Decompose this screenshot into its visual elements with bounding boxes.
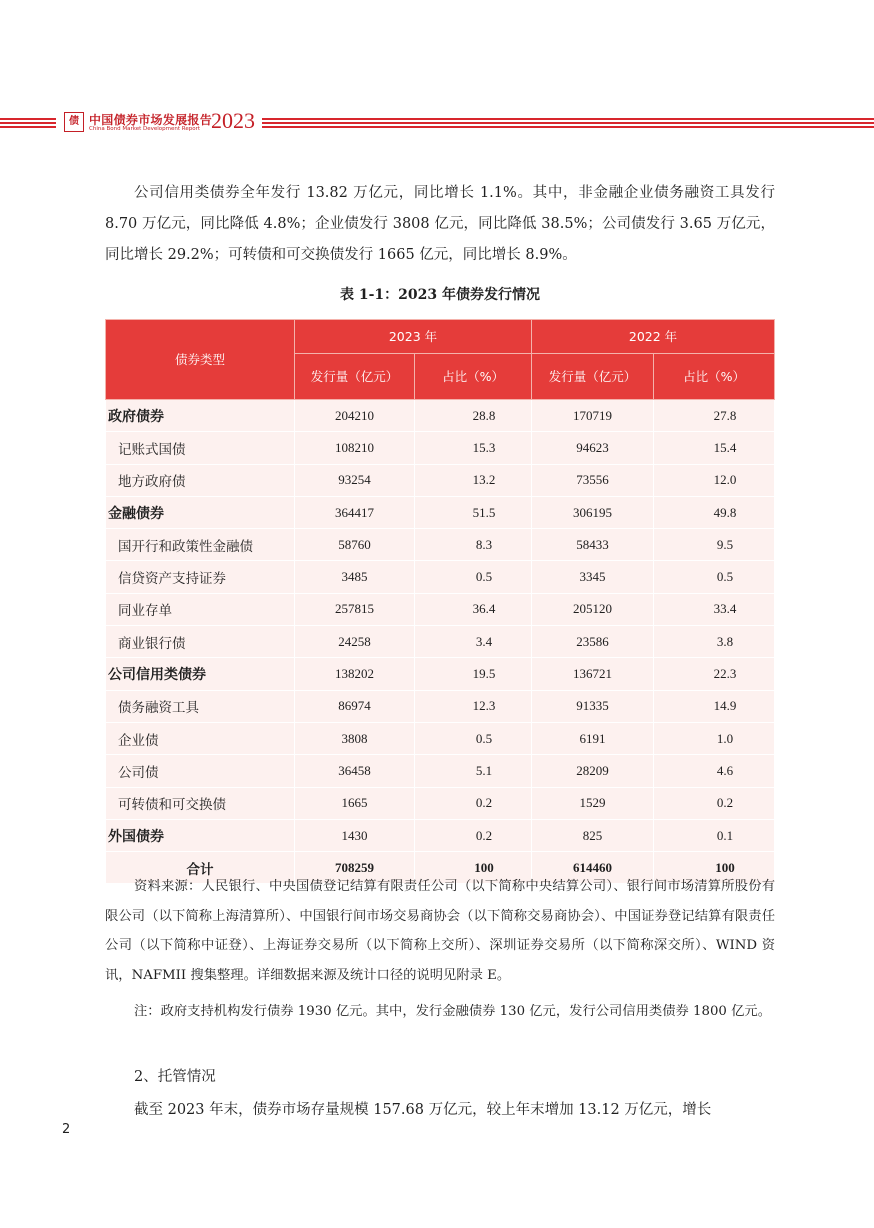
cell-share-2022: 22.3 [654, 658, 775, 690]
cell-amount-2023: 1665 [295, 787, 415, 819]
cell-share-2023: 0.2 [415, 787, 532, 819]
cell-amount-2023: 86974 [295, 690, 415, 722]
row-name: 政府债券 [106, 400, 295, 432]
row-name: 公司信用类债券 [106, 658, 295, 690]
row-name: 企业债 [106, 722, 295, 754]
col-header-share-2022: 占比（%） [654, 354, 775, 400]
table-header-row [106, 320, 775, 354]
cell-share-2023: 28.8 [415, 400, 532, 432]
cell-amount-2023: 36458 [295, 755, 415, 787]
cell-share-2023: 3.4 [415, 626, 532, 658]
cell-share-2022: 100 [654, 852, 775, 884]
cell-amount-2023: 93254 [295, 464, 415, 496]
cell-amount-2022: 1529 [532, 787, 654, 819]
col-header-year-2022: 2022 年 [532, 320, 775, 354]
cell-amount-2022: 94623 [532, 432, 654, 464]
row-name: 外国债券 [106, 819, 295, 851]
cell-amount-2022: 6191 [532, 722, 654, 754]
row-name: 同业存单 [106, 593, 295, 625]
cell-share-2023: 0.5 [415, 561, 532, 593]
cell-amount-2022: 136721 [532, 658, 654, 690]
source-note: 资料来源：人民银行、中央国债登记结算有限责任公司（以下简称中央结算公司）、银行间市场清算所股份有限公司（以下简称上海清算所）、中国银行间市场交易商协会（以下简称交易商协会）、中国证券登记结算有限责任公司（以下简称中证登）、上海证券交易所（以下简称上交所）、深圳证券交易所（以下简称深交所）、WIND 资讯，NAFMII 搜集整理。详细数据来源及统计口径的说明见附录 E。 [105, 879, 775, 983]
header-title-cn: 中国债券市场发展报告 [89, 113, 213, 127]
cell-share-2022: 1.0 [654, 722, 775, 754]
cell-share-2022: 14.9 [654, 690, 775, 722]
cell-amount-2023: 108210 [295, 432, 415, 464]
cell-amount-2022: 3345 [532, 561, 654, 593]
row-name: 信贷资产支持证券 [106, 561, 295, 593]
header-rule-right [262, 118, 874, 128]
report-logo-icon: 债 [64, 112, 84, 132]
cell-share-2023: 5.1 [415, 755, 532, 787]
cell-share-2023: 0.5 [415, 722, 532, 754]
cell-share-2023: 19.5 [415, 658, 532, 690]
row-name: 国开行和政策性金融债 [106, 529, 295, 561]
header-title-en: China Bond Market Development Report [89, 126, 200, 132]
footnote: 注：政府支持机构发行债券 1930 亿元。其中，发行金融债券 130 亿元，发行公司信用类债券 1800 亿元。 [134, 1004, 771, 1019]
row-name: 金融债券 [106, 496, 295, 528]
table-row [106, 561, 775, 593]
cell-share-2022: 4.6 [654, 755, 775, 787]
table-row [106, 755, 775, 787]
page-number: 2 [62, 1122, 71, 1137]
intro-paragraph: 公司信用类债券全年发行 13.82 万亿元，同比增长 1.1%。其中，非金融企业债务融资工具发行 8.70 万亿元，同比降低 4.8%；企业债发行 3808 亿元，同比降低 38.5%；公司债发行 3.65 万亿元，同比增长 29.2%；可转债和可交换债发行 1665 亿元，同比增长 8.9%。 [105, 185, 775, 263]
cell-amount-2023: 58760 [295, 529, 415, 561]
cell-share-2022: 9.5 [654, 529, 775, 561]
report-header [0, 108, 874, 138]
cell-amount-2022: 91335 [532, 690, 654, 722]
table-title: 表 1-1：2023 年债券发行情况 [339, 287, 540, 303]
cell-share-2023: 0.2 [415, 819, 532, 851]
row-name: 公司债 [106, 755, 295, 787]
row-name: 地方政府债 [106, 464, 295, 496]
cell-share-2022: 12.0 [654, 464, 775, 496]
cell-share-2022: 15.4 [654, 432, 775, 464]
cell-share-2022: 33.4 [654, 593, 775, 625]
table-row [106, 722, 775, 754]
col-header-amount-2023: 发行量（亿元） [295, 354, 415, 400]
cell-amount-2022: 825 [532, 819, 654, 851]
cell-share-2022: 0.2 [654, 787, 775, 819]
table-row [106, 464, 775, 496]
cell-amount-2022: 58433 [532, 529, 654, 561]
cell-amount-2022: 73556 [532, 464, 654, 496]
cell-share-2022: 49.8 [654, 496, 775, 528]
table-row [106, 496, 775, 528]
cell-amount-2023: 257815 [295, 593, 415, 625]
section-heading: 2、托管情况 [134, 1069, 216, 1085]
bond-issuance-table [105, 319, 775, 884]
cell-amount-2022: 306195 [532, 496, 654, 528]
table-row [106, 626, 775, 658]
cell-amount-2022: 23586 [532, 626, 654, 658]
cell-share-2023: 51.5 [415, 496, 532, 528]
cell-share-2023: 15.3 [415, 432, 532, 464]
row-name: 商业银行债 [106, 626, 295, 658]
table-row [106, 787, 775, 819]
cell-amount-2023: 3485 [295, 561, 415, 593]
col-header-amount-2022: 发行量（亿元） [532, 354, 654, 400]
custody-paragraph: 截至 2023 年末，债券市场存量规模 157.68 万亿元，较上年末增加 13.12 万亿元，增长 [134, 1102, 712, 1118]
cell-amount-2023: 138202 [295, 658, 415, 690]
row-name: 记账式国债 [106, 432, 295, 464]
row-name: 合计 [106, 852, 295, 884]
cell-amount-2023: 204210 [295, 400, 415, 432]
row-name: 可转债和可交换债 [106, 787, 295, 819]
cell-share-2023: 12.3 [415, 690, 532, 722]
cell-amount-2023: 24258 [295, 626, 415, 658]
cell-share-2023: 13.2 [415, 464, 532, 496]
col-header-year-2023: 2023 年 [295, 320, 532, 354]
cell-share-2023: 8.3 [415, 529, 532, 561]
table-row [106, 529, 775, 561]
table-row [106, 819, 775, 851]
header-rule-left [0, 118, 56, 128]
table-row [106, 400, 775, 432]
cell-amount-2023: 1430 [295, 819, 415, 851]
table-row [106, 658, 775, 690]
cell-amount-2022: 205120 [532, 593, 654, 625]
cell-amount-2023: 3808 [295, 722, 415, 754]
cell-share-2023: 100 [415, 852, 532, 884]
cell-share-2023: 36.4 [415, 593, 532, 625]
header-year: 2023 [211, 108, 255, 133]
table-row [106, 432, 775, 464]
table-row [106, 593, 775, 625]
col-header-type: 债券类型 [106, 320, 295, 400]
cell-share-2022: 0.1 [654, 819, 775, 851]
cell-share-2022: 3.8 [654, 626, 775, 658]
cell-share-2022: 27.8 [654, 400, 775, 432]
cell-amount-2022: 170719 [532, 400, 654, 432]
cell-share-2022: 0.5 [654, 561, 775, 593]
col-header-share-2023: 占比（%） [415, 354, 532, 400]
cell-amount-2022: 614460 [532, 852, 654, 884]
row-name: 债务融资工具 [106, 690, 295, 722]
cell-amount-2022: 28209 [532, 755, 654, 787]
table-row [106, 690, 775, 722]
cell-amount-2023: 364417 [295, 496, 415, 528]
cell-amount-2023: 708259 [295, 852, 415, 884]
